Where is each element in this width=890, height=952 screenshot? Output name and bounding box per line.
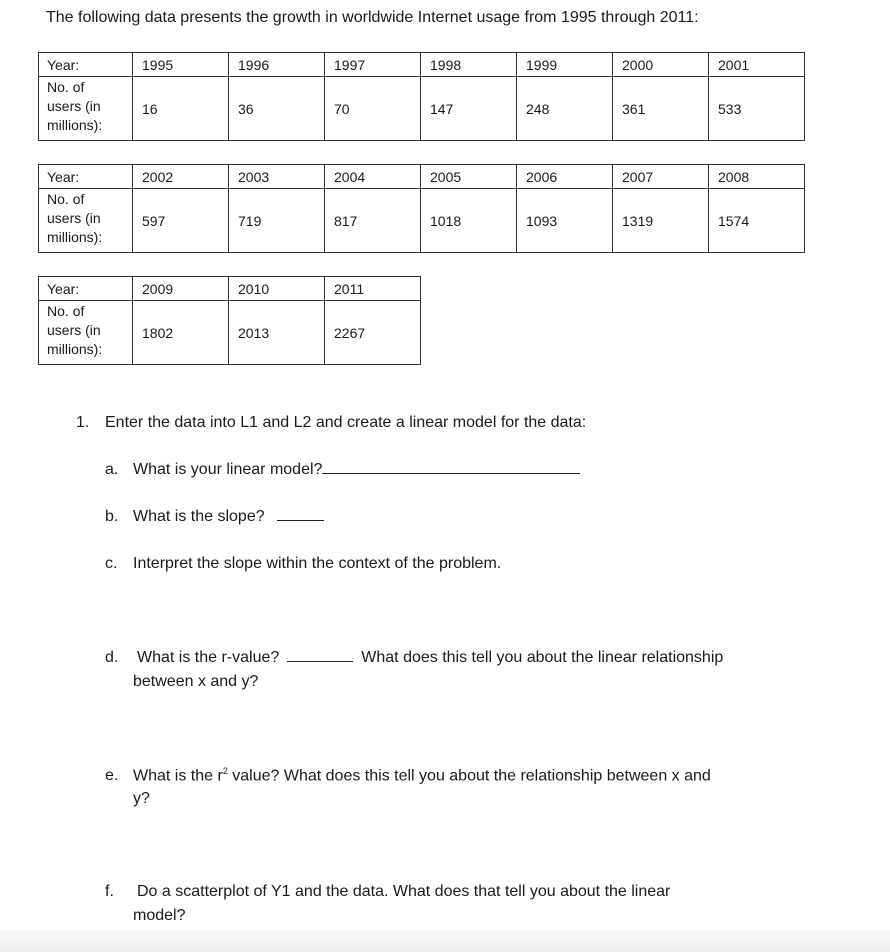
question-letter: b. xyxy=(105,508,119,525)
question-f xyxy=(105,883,670,901)
answer-blank[interactable] xyxy=(322,472,580,474)
users-cell: 2013 xyxy=(229,301,325,365)
users-cell: 147 xyxy=(421,77,517,141)
question-letter: a. xyxy=(105,461,119,478)
year-cell: 2006 xyxy=(517,165,613,189)
question-d xyxy=(105,649,723,667)
users-cell: 16 xyxy=(133,77,229,141)
year-cell: 1997 xyxy=(325,53,421,77)
users-cell: 533 xyxy=(709,77,805,141)
users-label: No. of users (in millions): xyxy=(39,77,133,141)
data-table-2 xyxy=(38,164,805,253)
users-cell: 1093 xyxy=(517,189,613,253)
year-cell: 1995 xyxy=(133,53,229,77)
users-cell: 817 xyxy=(325,189,421,253)
question-text: What is the r xyxy=(133,767,223,785)
question-letter: e. xyxy=(105,767,119,785)
year-cell: 2001 xyxy=(709,53,805,77)
users-cell: 597 xyxy=(133,189,229,253)
year-cell: 2000 xyxy=(613,53,709,77)
year-cell: 2005 xyxy=(421,165,517,189)
data-table-1 xyxy=(38,52,805,141)
question-text: What is the slope? xyxy=(133,508,265,525)
question-a xyxy=(105,461,580,479)
year-label: Year: xyxy=(39,53,133,77)
question-b xyxy=(105,508,324,526)
year-cell: 2004 xyxy=(325,165,421,189)
users-cell: 719 xyxy=(229,189,325,253)
question-text: Enter the data into L1 and L2 and create a linear model for the data: xyxy=(105,414,587,431)
page-bottom-shade xyxy=(0,930,890,952)
users-cell: 361 xyxy=(613,77,709,141)
year-cell: 1999 xyxy=(517,53,613,77)
year-cell: 2011 xyxy=(325,277,421,301)
question-text: Interpret the slope within the context of the problem. xyxy=(133,555,502,572)
question-text: What is the r-value? xyxy=(137,649,280,666)
users-cell: 1574 xyxy=(709,189,805,253)
data-table-3 xyxy=(38,276,421,365)
question-1 xyxy=(76,414,586,432)
users-cell: 2267 xyxy=(325,301,421,365)
year-cell: 2002 xyxy=(133,165,229,189)
year-cell: 1996 xyxy=(229,53,325,77)
question-f-line2: model? xyxy=(133,907,186,924)
year-cell: 1998 xyxy=(421,53,517,77)
question-letter: c. xyxy=(105,555,118,572)
users-cell: 248 xyxy=(517,77,613,141)
superscript: 2 xyxy=(222,766,228,776)
question-e-line2: y? xyxy=(133,790,150,807)
year-label: Year: xyxy=(39,165,133,189)
answer-blank[interactable] xyxy=(277,519,324,521)
question-letter: f. xyxy=(105,883,114,900)
question-text-cont: What does this tell you about the linear relationship xyxy=(361,649,724,666)
year-cell: 2010 xyxy=(229,277,325,301)
year-cell: 2009 xyxy=(133,277,229,301)
users-cell: 1319 xyxy=(613,189,709,253)
question-text: Do a scatterplot of Y1 and the data. What does that tell you about the linear xyxy=(137,883,671,900)
year-cell: 2007 xyxy=(613,165,709,189)
users-cell: 36 xyxy=(229,77,325,141)
users-cell: 1802 xyxy=(133,301,229,365)
year-cell: 2003 xyxy=(229,165,325,189)
question-d-line2: between x and y? xyxy=(133,673,259,690)
answer-blank[interactable] xyxy=(287,660,353,662)
year-label: Year: xyxy=(39,277,133,301)
question-number: 1. xyxy=(76,414,90,431)
users-cell: 1018 xyxy=(421,189,517,253)
users-label: No. of users (in millions): xyxy=(39,189,133,253)
question-text-cont: value? What does this tell you about the relationship between x and xyxy=(227,767,711,785)
question-c xyxy=(105,555,501,573)
year-cell: 2008 xyxy=(709,165,805,189)
question-e xyxy=(105,766,711,785)
question-letter: d. xyxy=(105,649,119,666)
users-cell: 70 xyxy=(325,77,421,141)
users-label: No. of users (in millions): xyxy=(39,301,133,365)
question-text: What is your linear model? xyxy=(133,461,323,478)
intro-text: The following data presents the growth in worldwide Internet usage from 1995 through 2011: xyxy=(46,9,699,26)
